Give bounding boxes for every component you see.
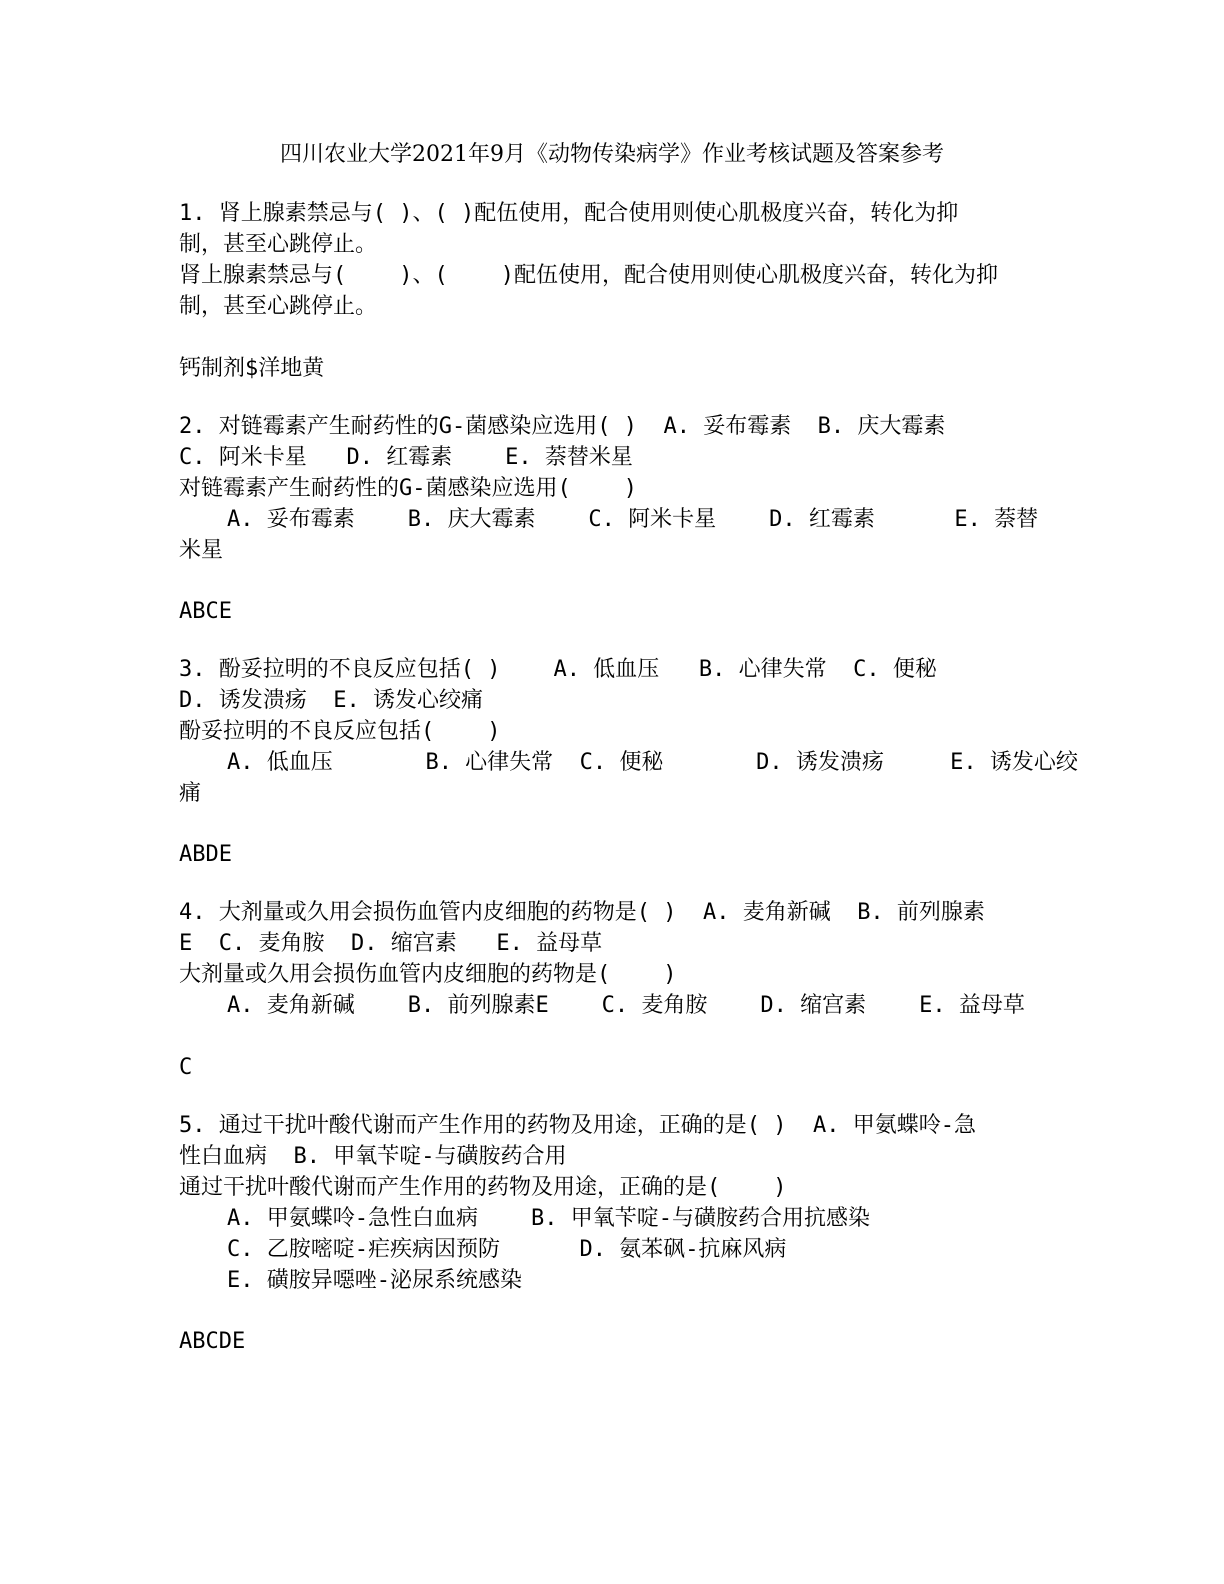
q4-answer: C: [179, 1055, 193, 1080]
q4-options: A. 麦角新碱 B. 前列腺素E C. 麦角胺 D. 缩宫素 E. 益母草: [227, 993, 1025, 1018]
q2-stem-line-1: 2. 对链霉素产生耐药性的G-菌感染应选用( ) A. 妥布霉素 B. 庆大霉素: [179, 414, 946, 439]
q4-stem-line-2: E C. 麦角胺 D. 缩宫素 E. 益母草: [179, 931, 603, 956]
q4-stem-line-1: 4. 大剂量或久用会损伤血管内皮细胞的药物是( ) A. 麦角新碱 B. 前列腺素: [179, 900, 985, 925]
q5-options-line-1: A. 甲氨蝶呤-急性白血病 B. 甲氧苄啶-与磺胺药合用抗感染: [227, 1206, 870, 1231]
q2-repeat-stem: 对链霉素产生耐药性的G-菌感染应选用( ): [179, 476, 637, 501]
q1-answer: 钙制剂$洋地黄: [179, 356, 325, 381]
q1-stem-line-2: 制，甚至心跳停止。: [179, 232, 378, 257]
q1-repeat-line-1: 肾上腺素禁忌与( )、( )配伍使用，配合使用则使心肌极度兴奋，转化为抑: [179, 263, 998, 288]
q3-options: A. 低血压 B. 心律失常 C. 便秘 D. 诱发溃疡 E. 诱发心绞: [227, 750, 1078, 775]
q5-stem-line-1: 5. 通过干扰叶酸代谢而产生作用的药物及用途，正确的是( ) A. 甲氨蝶呤-急: [179, 1113, 976, 1138]
q2-stem-line-2: C. 阿米卡星 D. 红霉素 E. 萘替米星: [179, 445, 633, 470]
q2-options: A. 妥布霉素 B. 庆大霉素 C. 阿米卡星 D. 红霉素 E. 萘替: [227, 507, 1039, 532]
q5-options-line-2: C. 乙胺嘧啶-疟疾病因预防 D. 氨苯砜-抗麻风病: [227, 1237, 787, 1262]
q3-options-wrap: 痛: [179, 781, 202, 806]
q1-repeat-line-2: 制，甚至心跳停止。: [179, 294, 378, 319]
q3-answer: ABDE: [179, 842, 232, 867]
q3-repeat-stem: 酚妥拉明的不良反应包括( ): [179, 719, 501, 744]
q5-stem-line-2: 性白血病 B. 甲氧苄啶-与磺胺药合用: [179, 1144, 567, 1169]
q1-stem-line-1: 1. 肾上腺素禁忌与( )、( )配伍使用，配合使用则使心肌极度兴奋，转化为抑: [179, 201, 959, 226]
q4-repeat-stem: 大剂量或久用会损伤血管内皮细胞的药物是( ): [179, 962, 677, 987]
q5-repeat-stem: 通过干扰叶酸代谢而产生作用的药物及用途，正确的是( ): [179, 1175, 787, 1200]
q5-options-line-3: E. 磺胺异噁唑-泌尿系统感染: [227, 1268, 522, 1293]
page-title: 四川农业大学2021年9月《动物传染病学》作业考核试题及答案参考: [280, 142, 944, 167]
q2-options-wrap: 米星: [179, 538, 224, 563]
q3-stem-line-1: 3. 酚妥拉明的不良反应包括( ) A. 低血压 B. 心律失常 C. 便秘: [179, 657, 937, 682]
q3-stem-line-2: D. 诱发溃疡 E. 诱发心绞痛: [179, 688, 483, 713]
q5-answer: ABCDE: [179, 1329, 246, 1354]
q2-answer: ABCE: [179, 599, 232, 624]
